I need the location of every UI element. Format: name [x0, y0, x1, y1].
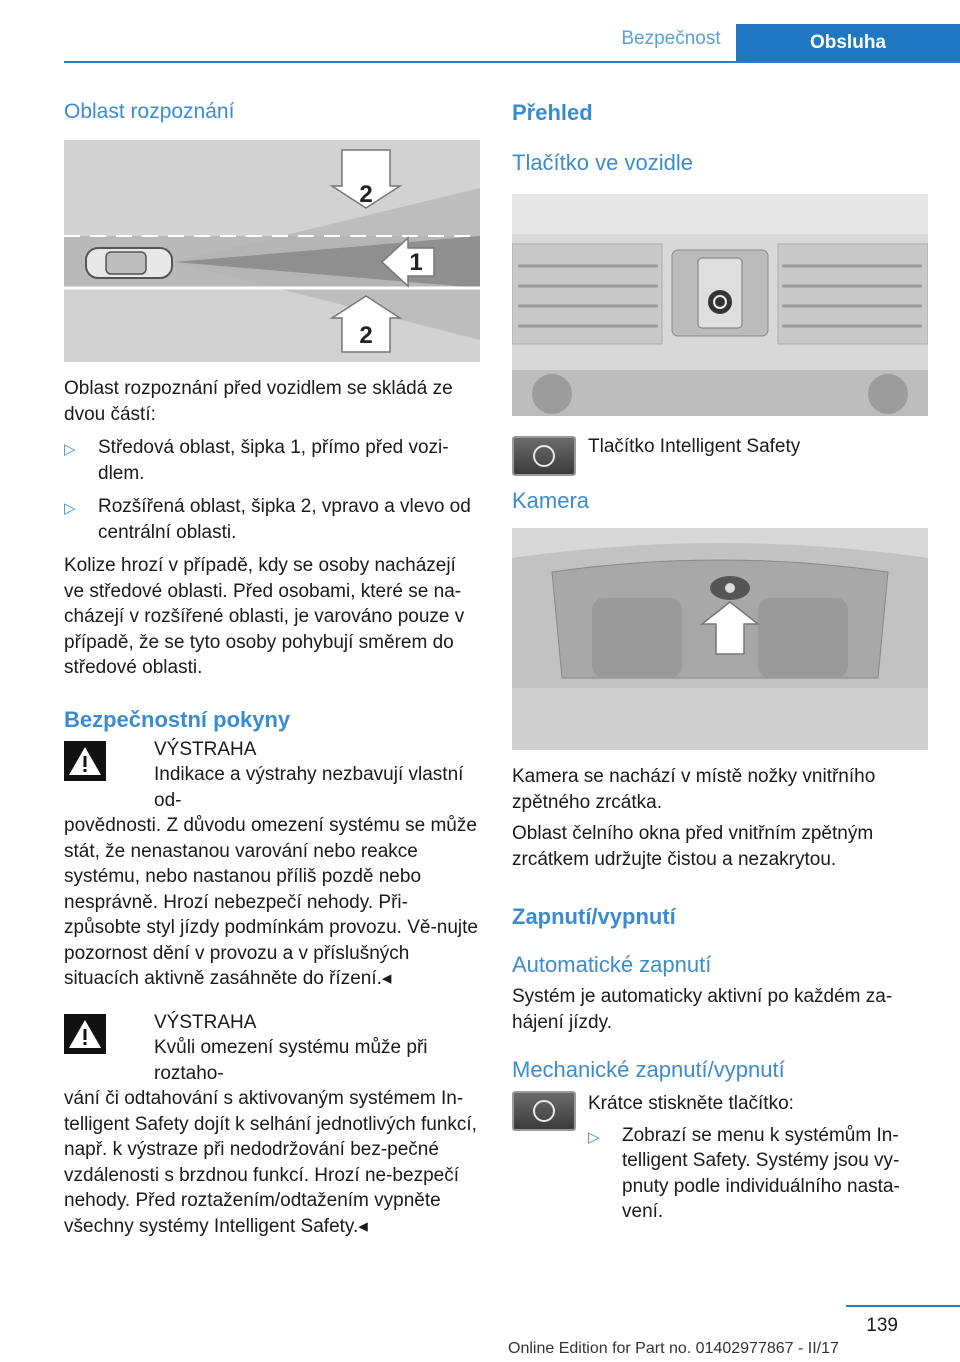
warning-block-2 [64, 1010, 480, 1240]
windshield-camera-photo [512, 528, 928, 750]
warning-text: povědnosti. Z důvodu omezení systému se může stát, že nenastanou varování nebo reakce systému, nebo nastanou příliš pozdě nebo nesprávně. Hrozí nebezpečí nehody. Při-způsobte styl jízdy podmínkám provozu. Vě-nujte pozornost dění v provozu a v příslušných situacích aktivně zasáhněte do řízení.◂ [64, 815, 478, 989]
manual-heading: Mechanické zapnutí/vypnutí [512, 1057, 785, 1082]
right-column [512, 100, 928, 1225]
footer-rule [846, 1305, 960, 1307]
auto-heading: Automatické zapnutí [512, 952, 712, 977]
edition-note: Online Edition for Part no. 01402977867 - II/17 [508, 1340, 839, 1357]
warning-text: vání či odtahování s aktivovaným systémem In-telligent Safety dojít k selhání jednotlivých funkcí, např. k výstraze při nedodržování bez-pečné vzdálenosti s brzdnou funkcí. Hrozí ne-bezpečí nehody. Před roztažením/odtažením vypněte všechny systémy Intelligent Safety.◂ [64, 1088, 477, 1237]
arrow-label-2a: 2 [359, 181, 373, 208]
button-heading: Tlačítko ve vozidle [512, 150, 693, 175]
section-tab[interactable]: Bezpečnost [621, 28, 721, 49]
intelligent-safety-button-icon [512, 436, 576, 476]
overview-heading: Přehled [512, 100, 593, 125]
camera-heading: Kamera [512, 488, 590, 513]
detection-area-heading: Oblast rozpoznání [64, 100, 235, 123]
manual-bullets [588, 1123, 928, 1225]
list-item: ▷ Zobrazí se menu k systémům In-telligent Safety. Systémy jsou vy-pnuty podle individuálního nasta-vení. [588, 1124, 900, 1222]
manual-block [512, 1091, 928, 1225]
collision-paragraph: Kolize hrozí v případě, kdy se osoby nacházejí ve středové oblasti. Před osobami, které se na-cházejí v rozšířené oblasti, je varováno pouze v případě, že se tyto osoby pohybují směrem do středové oblasti. [64, 555, 465, 678]
arrow-label-1: 1 [409, 249, 423, 276]
onoff-heading: Zapnutí/vypnutí [512, 904, 676, 929]
intelligent-safety-button-icon [512, 1091, 576, 1131]
warning-icon [64, 741, 106, 781]
page-number: 139 [866, 1315, 898, 1336]
detection-area-diagram [64, 140, 480, 362]
detection-intro: Oblast rozpoznání před vozidlem se skládá ze dvou částí: [64, 378, 453, 425]
left-column [64, 100, 480, 1239]
list-item: ▷ Středová oblast, šipka 1, přímo před vozi-dlem. [64, 437, 449, 484]
list-item: ▷ Rozšířená oblast, šipka 2, vpravo a vlevo od centrální oblasti. [64, 496, 471, 543]
manual-paragraph: Krátce stiskněte tlačítko: [588, 1093, 794, 1114]
warning-text-first: Kvůli omezení systému může při roztaho- [154, 1037, 428, 1084]
detection-area-figure [64, 140, 480, 362]
header-rule [64, 61, 960, 63]
camera-paragraph-1: Kamera se nachází v místě nožky vnitřního zpětného zrcátka. [512, 766, 876, 813]
warning-block-1 [64, 737, 480, 992]
auto-paragraph: Systém je automaticky aktivní po každém za-hájení jízdy. [512, 986, 893, 1033]
warning-label: VÝSTRAHA [154, 738, 257, 760]
arrow-label-2b: 2 [359, 322, 373, 349]
camera-paragraph-2: Oblast čelního okna před vnitřním zpětným zrcátkem udržujte čistou a nezakrytou. [512, 823, 874, 870]
detection-bullets [64, 435, 480, 545]
safety-heading: Bezpečnostní pokyny [64, 706, 291, 732]
warning-text-first: Indikace a výstrahy nezbavují vlastní od- [154, 764, 464, 811]
chapter-tab[interactable]: Obsluha [736, 24, 960, 62]
car-icon [86, 248, 172, 278]
page-header [64, 24, 960, 62]
dashboard-vents-photo [512, 194, 928, 416]
button-legend [512, 434, 928, 480]
camera-figure [512, 528, 928, 750]
button-figure [512, 194, 928, 416]
warning-icon [64, 1014, 106, 1054]
button-caption: Tlačítko Intelligent Safety [588, 436, 801, 457]
warning-label: VÝSTRAHA [154, 1011, 257, 1033]
